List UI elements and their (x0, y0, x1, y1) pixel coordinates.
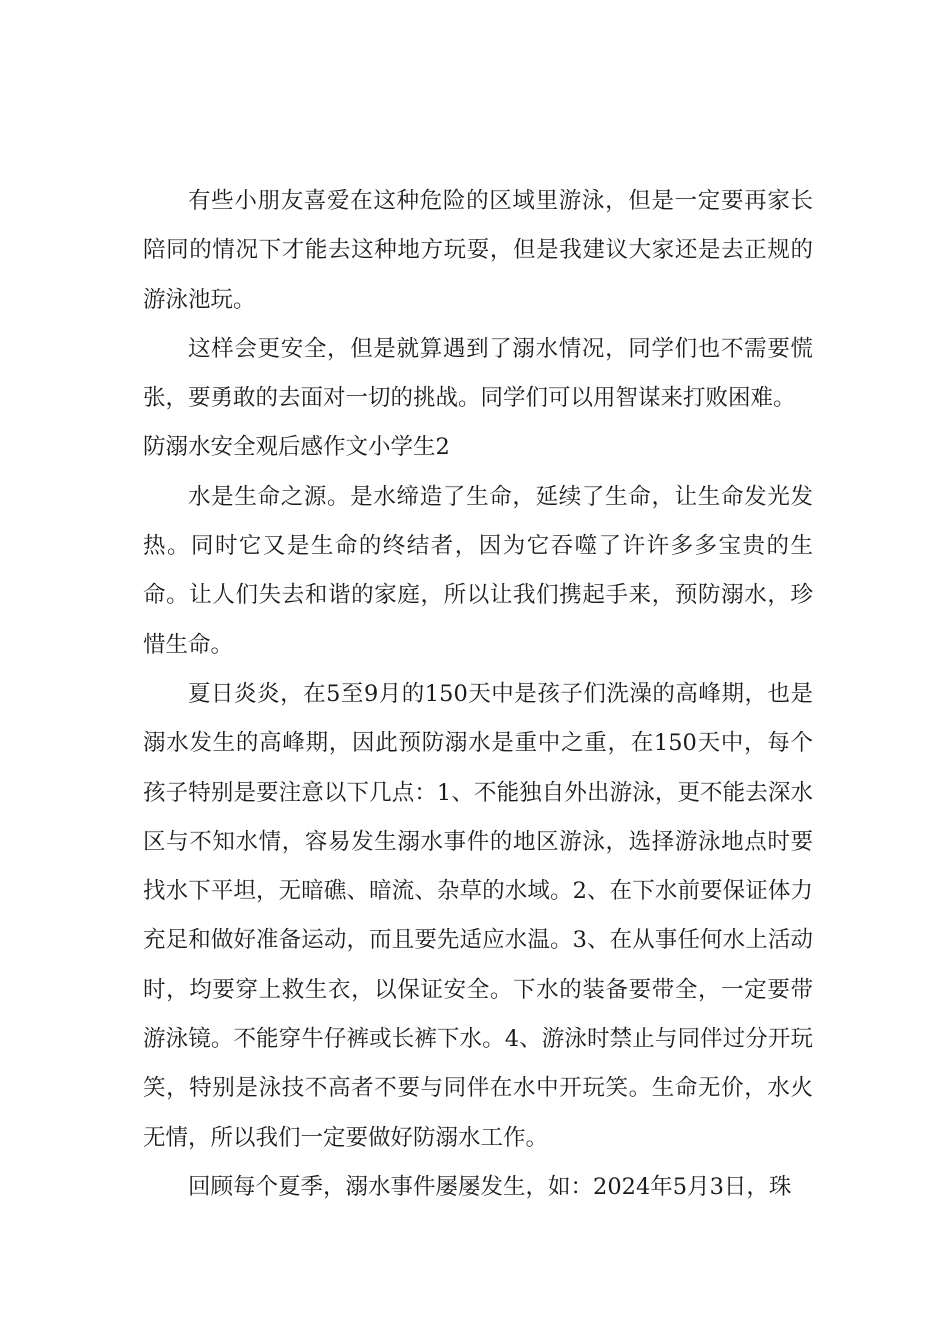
paragraph-5: 回顾每个夏季，溺水事件屡屡发生，如：2024年5月3日，珠 (188, 1173, 792, 1200)
paragraph-1: 有些小朋友喜爱在这种危险的区域里游泳，但是一定要再家长陪同的情况下才能去这种地方玩耍，但是我建议大家还是去正规的游泳池玩。 (143, 188, 813, 313)
paragraph-2: 这样会更安全，但是就算遇到了溺水情况，同学们也不需要慌张，要勇敢的去面对一切的挑战。同学们可以用智谋来打败困难。 (143, 335, 813, 412)
section-heading: 防溺水安全观后感作文小学生2 (143, 434, 450, 461)
document-page (143, 177, 813, 1212)
paragraph-4: 夏日炎炎，在5至9月的150天中是孩子们洗澡的高峰期，也是溺水发生的高峰期，因此预防溺水是重中之重，在150天中，每个孩子特别是要注意以下几点：1、不能独自外出游泳，更不能去深水区与不知水情，容易发生溺水事件的地区游泳，选择游泳地点时要找水下平坦，无暗礁、暗流、杂草的水域。2、在下水前要保证体力充足和做好准备运动，而且要先适应水温。3、在从事任何水上活动时，均要穿上救生衣，以保证安全。下水的装备要带全，一定要带游泳镜。不能穿牛仔裤或长裤下水。4、游泳时禁止与同伴过分开玩笑，特别是泳技不高者不要与同伴在水中开玩笑。生命无价，水火无情，所以我们一定要做好防溺水工作。 (143, 680, 813, 1151)
paragraph-3: 水是生命之源。是水缔造了生命，延续了生命，让生命发光发热。同时它又是生命的终结者，因为它吞噬了许许多多宝贵的生命。让人们失去和谐的家庭，所以让我们携起手来，预防溺水，珍惜生命。 (143, 483, 813, 658)
